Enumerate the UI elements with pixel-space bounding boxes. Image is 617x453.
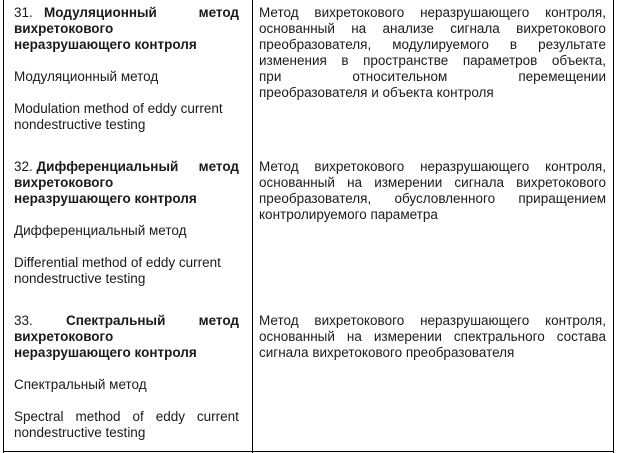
- term-title-line: неразрушающего контроля: [14, 37, 197, 52]
- term-title-line: вихретокового: [14, 329, 114, 344]
- definition-line: основанный на измерении сигнала вихретокового: [259, 175, 606, 190]
- term-short-name: Дифференциальный метод: [14, 223, 187, 238]
- definition-line: сигнала вихретокового преобразователя: [259, 345, 515, 360]
- definition-line: преобразователя, обусловленного приращением: [259, 191, 606, 206]
- term-cell: [14, 5, 239, 133]
- definition-line: основанный на анализе сигнала вихретокового: [259, 21, 606, 36]
- term-title-line: вихретокового: [14, 175, 114, 190]
- term-title-line: вихретокового: [14, 21, 114, 36]
- definition-line: преобразователя, модулируемого в результате: [259, 37, 606, 52]
- term-title-line: [14, 159, 239, 175]
- term-english-name: nondestructive testing: [14, 425, 146, 440]
- term-short-name: Модуляционный метод: [14, 69, 159, 84]
- term-cell: [14, 159, 239, 287]
- term-cell: [14, 313, 239, 441]
- term-number-and-word: [14, 5, 157, 21]
- term-title-line: [14, 5, 239, 21]
- definition-line: Метод вихретокового неразрушающего контроля,: [259, 313, 606, 328]
- definition-line: преобразователя и объекта контроля: [259, 85, 494, 100]
- term-title-line: неразрушающего контроля: [14, 345, 197, 360]
- term-title-word: Дифференциальный: [36, 159, 179, 174]
- term-number: 32.: [14, 159, 33, 174]
- term-title-word: метод: [198, 313, 239, 328]
- term-title-word: Модуляционный: [44, 5, 157, 20]
- definition-line: контролируемого параметра: [259, 207, 438, 222]
- term-title-line: [14, 313, 239, 329]
- definition-cell: [259, 159, 606, 223]
- term-english-name: nondestructive testing: [14, 117, 146, 132]
- definition-line: при относительном перемещении: [259, 69, 606, 84]
- column-divider: [252, 0, 253, 453]
- term-title-line: неразрушающего контроля: [14, 191, 197, 206]
- definition-line: изменения в пространстве параметров объекта,: [259, 53, 606, 68]
- term-number: 31.: [14, 5, 33, 20]
- term-english-name: Modulation method of eddy current: [14, 101, 223, 116]
- term-title-word: метод: [198, 5, 239, 20]
- definition-line: Метод вихретокового неразрушающего контроля,: [259, 5, 606, 20]
- term-english-name: Differential method of eddy current: [14, 255, 221, 270]
- definition-line: основанный на измерении спектрального состава: [259, 329, 606, 344]
- definition-cell: [259, 5, 606, 101]
- term-title-word: Спектральный: [65, 313, 166, 328]
- term-number-and-word: [14, 159, 178, 175]
- terms-table: [3, 0, 614, 453]
- definition-line: Метод вихретокового неразрушающего контроля,: [259, 159, 606, 174]
- definition-cell: [259, 313, 606, 361]
- term-title-word: метод: [198, 159, 239, 174]
- term-number: 33.: [14, 313, 33, 328]
- term-short-name: Спектральный метод: [14, 377, 147, 392]
- table-bottom-border: [4, 451, 613, 452]
- term-english-name: nondestructive testing: [14, 271, 146, 286]
- term-english-name: Spectral method of eddy current: [14, 409, 239, 424]
